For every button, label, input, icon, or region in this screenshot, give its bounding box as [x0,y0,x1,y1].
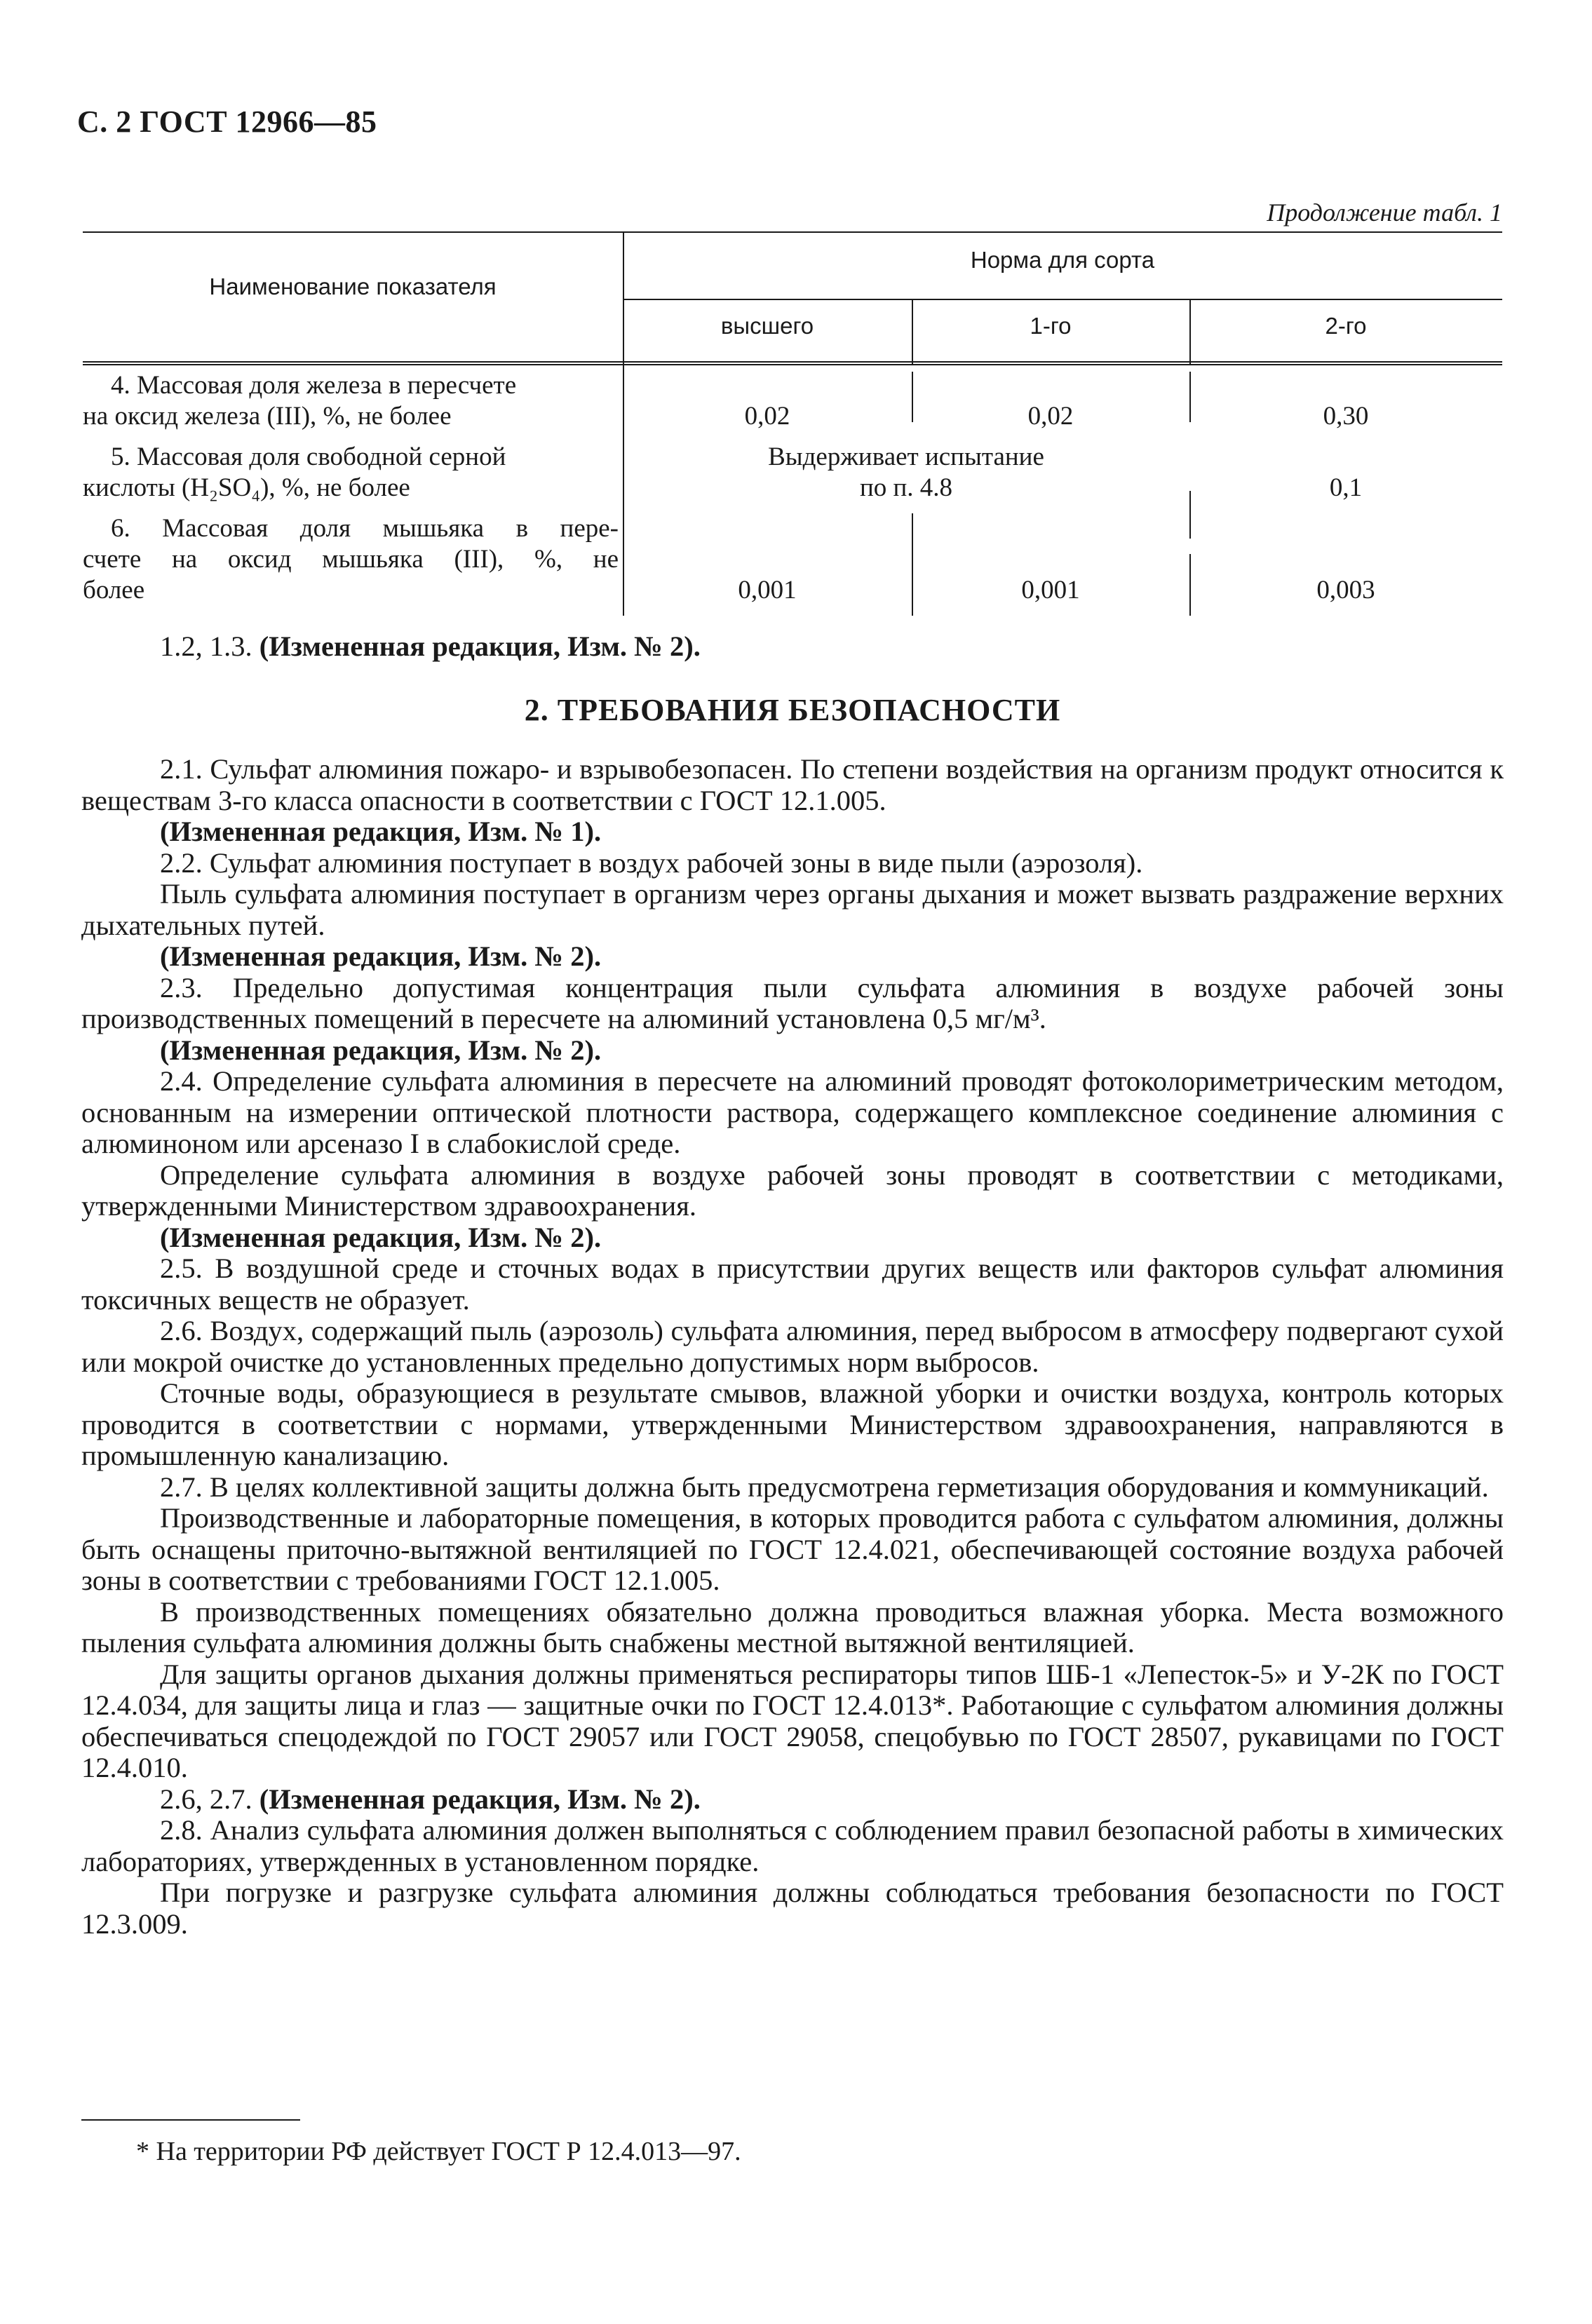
row-5-name: 5. Массовая доля свободной серной кислоты (H₂SO₄), %, не более [83,442,506,502]
table-continuation-label: Продолжение табл. 1 [1267,198,1502,227]
paragraph-2-4-b: Определение сульфата алюминия в воздухе рабочей зоны проводят в соответствии с методиками, утвержденными Министерством здравоохранения. [81,1158,1504,1222]
row-6-value-top: 0,001 [738,576,797,604]
row-4-value-1: 0,02 [1027,402,1074,431]
header-grade-top: высшего [720,313,814,339]
row-6-value-1: 0,001 [1021,576,1080,604]
header-grade-2: 2-го [1325,313,1367,339]
table-header-rule-double [83,364,1502,365]
table-grade-rule [623,299,1502,300]
paragraph-2-7: 2.7. В целях коллективной защиты должна быть предусмотрена герметизация оборудования и коммуникаций. [160,1471,1489,1503]
paragraph-2-1: 2.1. Сульфат алюминия пожаро- и взрывобезопасен. По степени воздействия на организм продукт относится к веществам 3-го класса опасности в соответствии с ГОСТ 12.1.005. [81,753,1504,816]
page-header: С. 2 ГОСТ 12966—85 [77,104,377,139]
footnote: * На территории РФ действует ГОСТ Р 12.4.013—97. [136,2137,741,2166]
paragraph-2-8: 2.8. Анализ сульфата алюминия должен выполняться с соблюдением правил безопасной работы в химических лабораториях, утвержденных в установленном порядке. [81,1814,1504,1877]
specs-table [83,231,1502,616]
paragraph-2-2: 2.2. Сульфат алюминия поступает в воздух рабочей зоны в виде пыли (аэрозоля). [160,846,1143,879]
amendment-note-2-6-2-7: 2.6, 2.7. (Измененная редакция, Изм. № 2). [160,1783,701,1815]
footnote-separator [81,2119,300,2121]
row-5-merged-value: Выдерживает испытание по п. 4.8 [768,442,1044,502]
row-4-value-2: 0,30 [1323,402,1369,431]
amendment-note-1-2-1-3: 1.2, 1.3. (Измененная редакция, Изм. № 2). [160,630,701,662]
row-4-value-top: 0,02 [744,402,790,431]
header-grade-1: 1-го [1030,313,1072,339]
paragraph-2-7-c: В производственных помещениях обязательно должна проводиться влажная уборка. Места возможного пыления сульфата алюминия должны быть снабжены местной вытяжной вентиляцией. [81,1595,1504,1658]
amendment-note: (Измененная редакция, Изм. № 1). [160,816,602,847]
paragraph-2-5: 2.5. В воздушной среде и сточных водах в присутствии других веществ или факторов сульфат алюминия токсичных веществ не образует. [81,1252,1504,1316]
paragraph-2-7-d: Для защиты органов дыхания должны применяться респираторы типов ШБ-1 «Лепесток-5» и У-2К по ГОСТ 12.4.034, для защиты лица и глаз — защитные очки по ГОСТ 12.4.013*. Работающие с сульфатом алюминия должны обеспечиваться спецодеждой по ГОСТ 29057 или ГОСТ 29058, спецобувью по ГОСТ 28507, рукавицами по ГОСТ 12.4.010. [81,1658,1504,1783]
amendment-note: (Измененная редакция, Изм. № 2). [160,1221,602,1253]
amendment-note: (Измененная редакция, Изм. № 2). [160,1034,602,1066]
document-body [81,631,1504,1940]
paragraph-2-6-b: Сточные воды, образующиеся в результате смывов, влажной уборки и очистки воздуха, контроль которых проводится в соответствии с нормами, утвержденными Министерством здравоохранения, направляются в промышленную канализацию. [81,1377,1504,1471]
amendment-note: (Измененная редакция, Изм. № 2). [160,940,602,972]
table-top-rule [83,231,1502,233]
row-4-name: 4. Массовая доля железа в пересчете на оксид железа (III), %, не более [83,371,517,431]
header-indicator: Наименование показателя [209,273,497,299]
paragraph-2-7-b: Производственные и лабораторные помещения, в которых проводится работа с сульфатом алюминия, должны быть оснащены приточно-вытяжной вентиляцией по ГОСТ 12.4.021, обеспечивающей состояние воздуха рабочей зоны в соответствии с требованиями ГОСТ 12.1.005. [81,1502,1504,1596]
paragraph-2-8-b: При погрузке и разгрузке сульфата алюминия должны соблюдаться требования безопасности по ГОСТ 12.3.009. [81,1877,1504,1940]
row-5-value-2: 0,1 [1329,473,1363,502]
row-6-name: 6. Массовая доля мышьяка в пере- счете на оксид мышьяка (III), %, не более [83,514,619,604]
row-6-value-2: 0,003 [1316,576,1375,604]
paragraph-2-4: 2.4. Определение сульфата алюминия в пересчете на алюминий проводят фотоколориметрическим методом, основанным на измерении оптической плотности раствора, содержащего комплексное соединение алюминия с алюминоном или арсеназо I в слабокислой среде. [81,1065,1504,1159]
paragraph-2-6: 2.6. Воздух, содержащий пыль (аэрозоль) сульфата алюминия, перед выбросом в атмосферу подвергают сухой или мокрой очистке до установленных предельно допустимых норм выбросов. [81,1315,1504,1378]
table-header-rule [83,361,1502,363]
header-norm-group: Норма для сорта [970,247,1155,273]
section-title: 2. ТРЕБОВАНИЯ БЕЗОПАСНОСТИ [524,692,1061,727]
paragraph-2-2-b: Пыль сульфата алюминия поступает в организм через органы дыхания и может вызвать раздражение верхних дыхательных путей. [81,878,1504,941]
paragraph-2-3: 2.3. Предельно допустимая концентрация пыли сульфата алюминия в воздухе рабочей зоны производственных помещений в пересчете на алюминий установлена 0,5 мг/м³. [81,971,1504,1034]
